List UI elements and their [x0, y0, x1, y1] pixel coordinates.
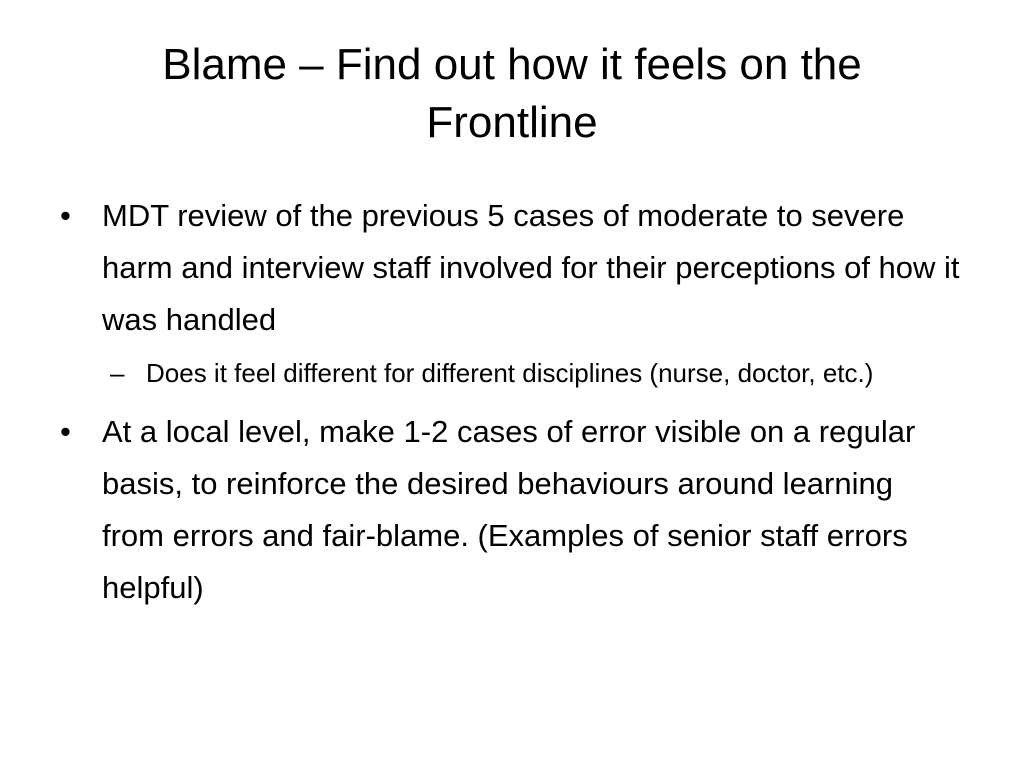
title-line-1: Blame – Find out how it feels on the [162, 40, 862, 89]
slide-body [60, 190, 960, 620]
slide-title [60, 36, 964, 152]
bullet-item-1 [60, 190, 960, 346]
bullet-item-2 [60, 406, 960, 614]
sub-bullet-text: Does it feel different for different disciplines (nurse, doctor, etc.) [146, 358, 874, 388]
sub-bullet-marker: – [110, 358, 125, 388]
sub-bullet-item-1 [60, 352, 960, 394]
bullet-text: MDT review of the previous 5 cases of moderate to severe harm and interview staff involved for their perceptions of how it was handled [102, 198, 960, 337]
bullet-text: At a local level, make 1-2 cases of error visible on a regular basis, to reinforce the desired behaviours around learning from errors and fair-blame. (Examples of senior staff errors helpful) [102, 414, 916, 605]
bullet-marker: • [60, 198, 71, 233]
bullet-marker: • [60, 414, 71, 449]
title-line-2: Frontline [426, 98, 598, 147]
